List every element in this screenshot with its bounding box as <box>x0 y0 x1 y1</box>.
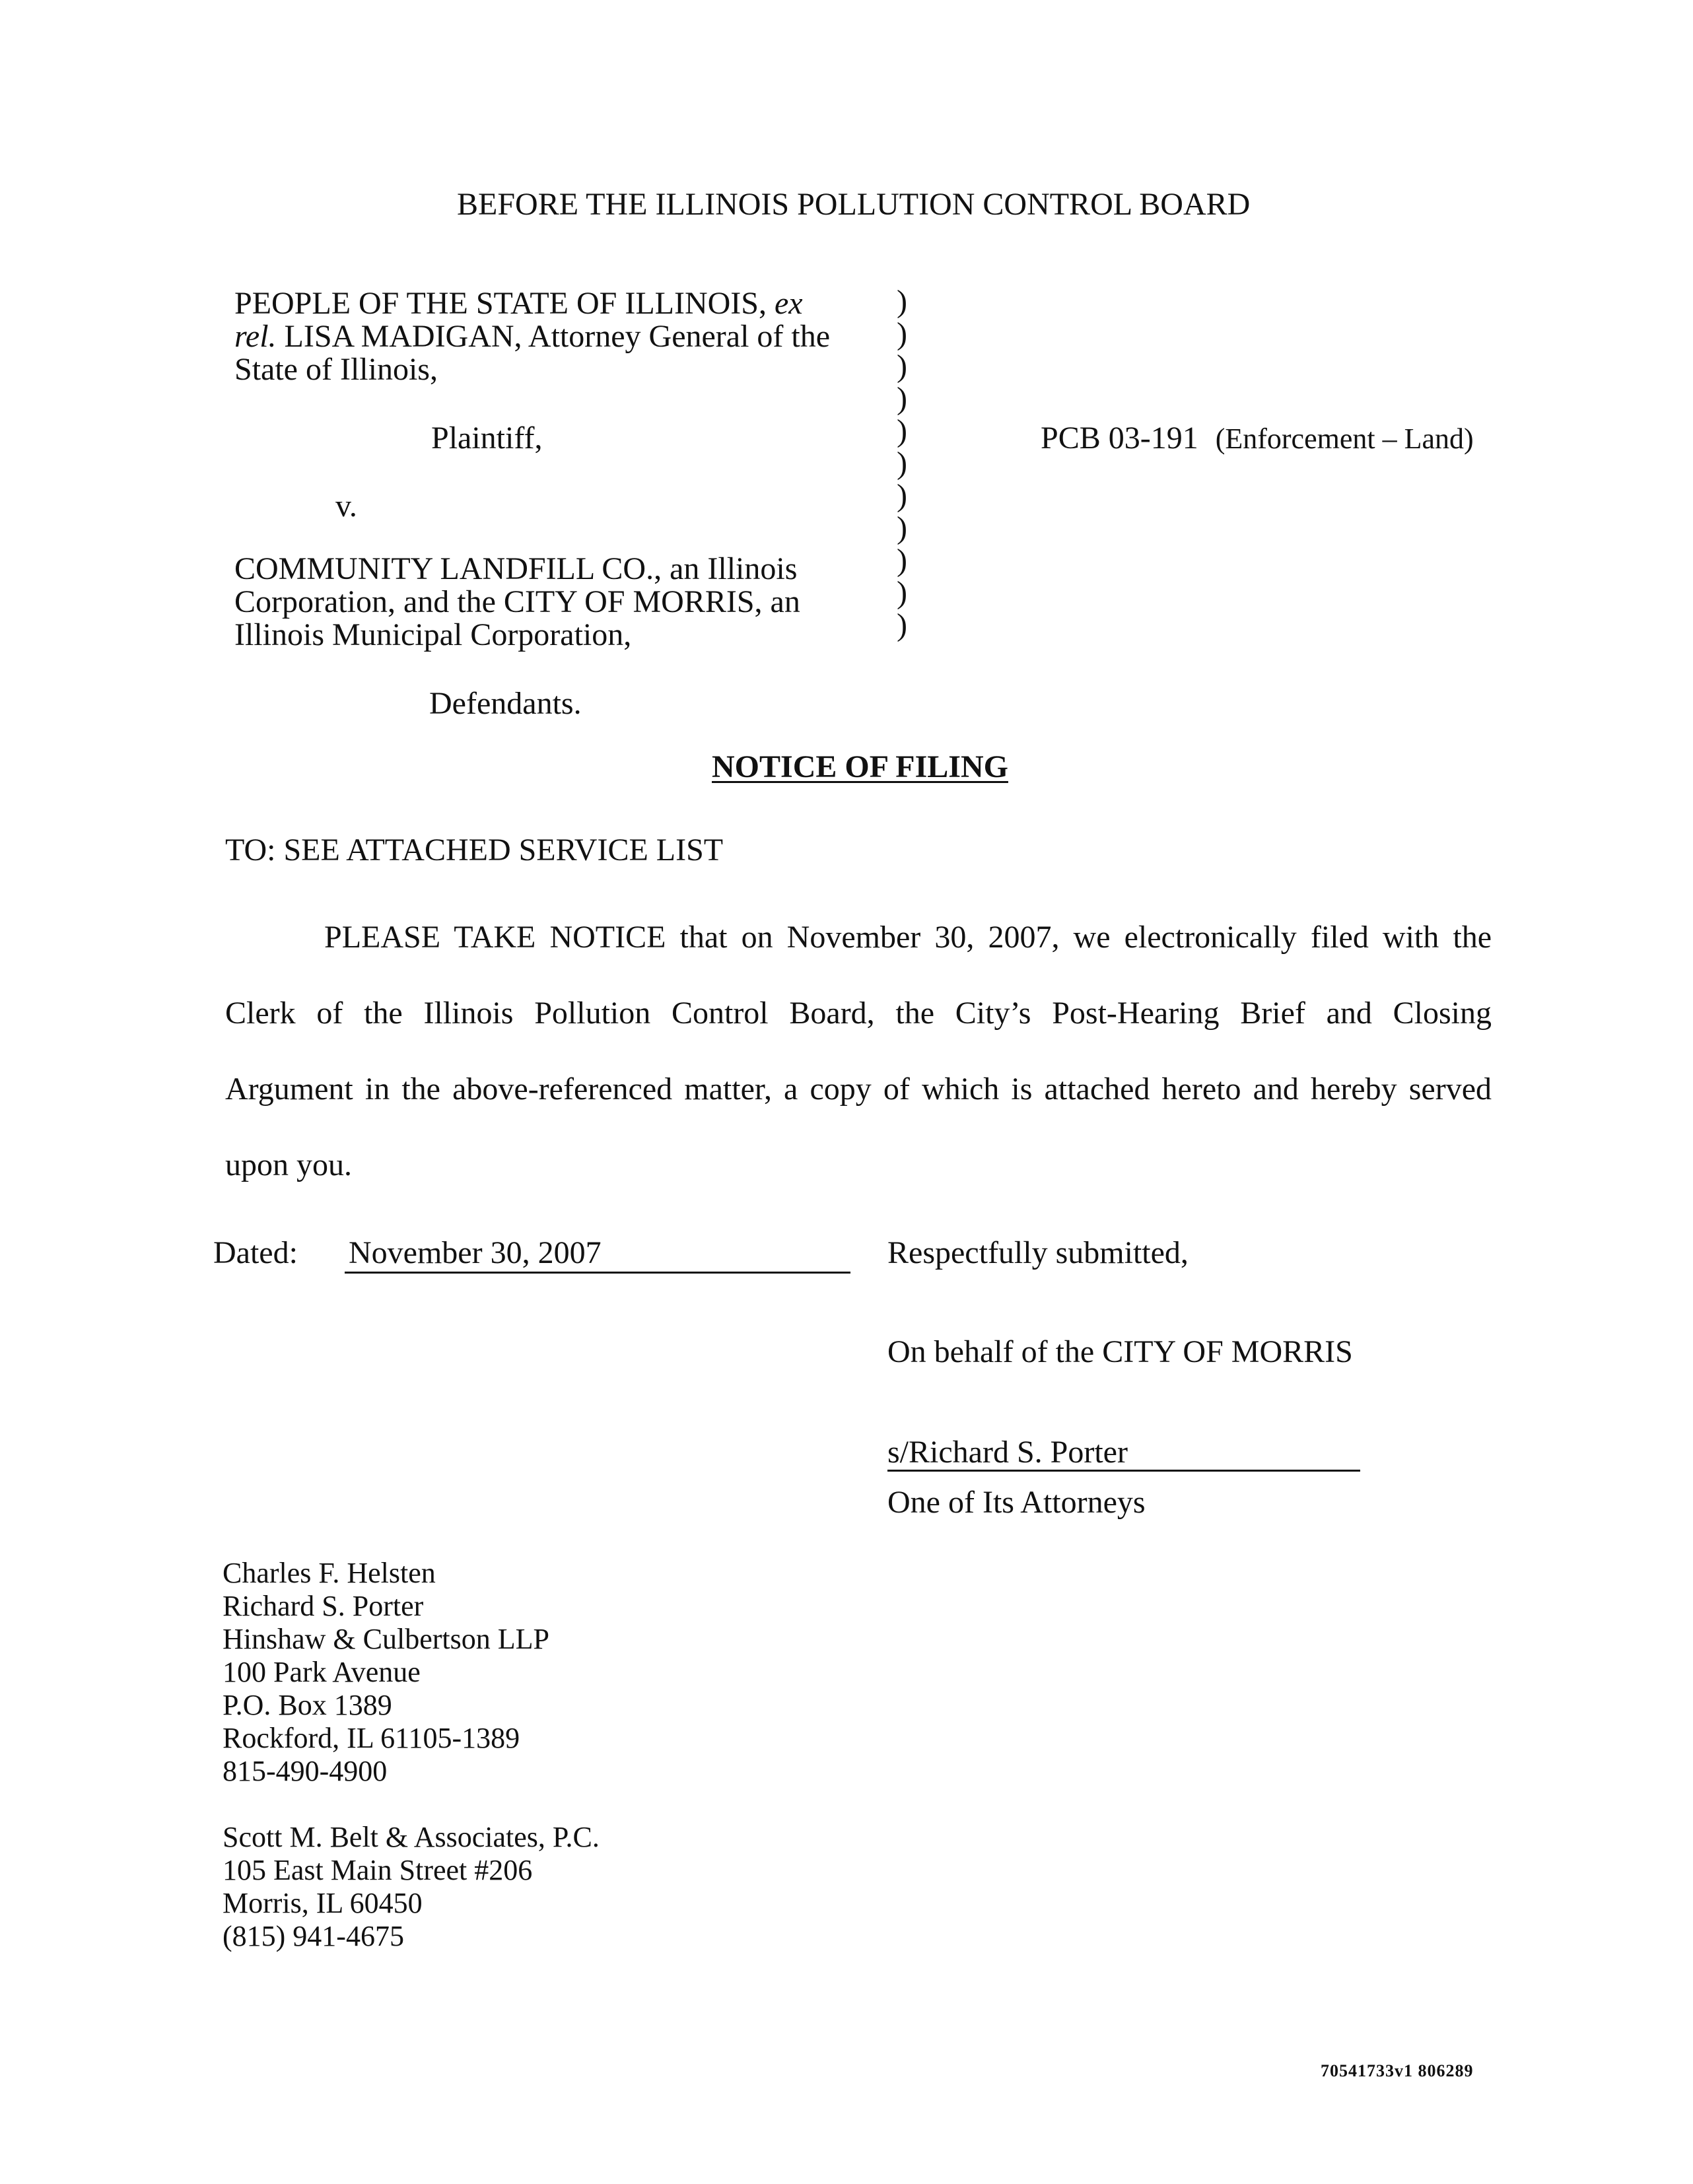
case-type: (Enforcement – Land) <box>1215 423 1474 455</box>
case-number <box>1041 423 1474 454</box>
body-line-2: Clerk of the Illinois Pollution Control Board, the City’s Post-Hearing Brief and Closing <box>225 996 1492 1031</box>
address-line: Morris, IL 60450 <box>223 1887 423 1919</box>
address-block-1 <box>223 1557 549 1788</box>
body-line-1: PLEASE TAKE NOTICE that on November 30, 2007, we electronically filed with the <box>324 920 1492 955</box>
plaintiff-line-2-text: LISA MADIGAN, Attorney General of the <box>284 319 831 354</box>
defendant-line-1: COMMUNITY LANDFILL CO., an Illinois <box>234 551 798 586</box>
body-line-4: upon you. <box>225 1147 352 1182</box>
defendant-line-3: Illinois Municipal Corporation, <box>234 617 632 652</box>
plaintiff-line-1-text: PEOPLE OF THE STATE OF ILLINOIS, <box>234 286 767 321</box>
address-block-2 <box>223 1821 600 1953</box>
caption-paren: ) <box>897 510 907 545</box>
caption-paren: ) <box>897 284 907 319</box>
page-title: BEFORE THE ILLINOIS POLLUTION CONTROL BOARD <box>457 187 1251 222</box>
on-behalf: On behalf of the CITY OF MORRIS <box>887 1334 1353 1369</box>
plaintiff-line-2-italic: rel. <box>234 319 277 354</box>
address-line: P.O. Box 1389 <box>223 1689 392 1721</box>
notice-title: NOTICE OF FILING <box>712 749 1008 784</box>
address-line: Richard S. Porter <box>223 1590 424 1622</box>
closing: Respectfully submitted, <box>887 1235 1189 1270</box>
caption-paren: ) <box>897 381 907 416</box>
defendant-role: Defendants. <box>429 686 582 721</box>
caption-paren: ) <box>897 607 907 642</box>
to-line: TO: SEE ATTACHED SERVICE LIST <box>225 833 724 868</box>
address-line: Scott M. Belt & Associates, P.C. <box>223 1821 600 1853</box>
document-id: 70541733v1 806289 <box>1321 2061 1474 2080</box>
address-line: 815-490-4900 <box>223 1755 388 1787</box>
plaintiff-line-2 <box>234 321 830 353</box>
versus: v. <box>335 489 357 524</box>
signer-title: One of Its Attorneys <box>887 1485 1146 1520</box>
address-line: Hinshaw & Culbertson LLP <box>223 1623 549 1655</box>
caption-paren: ) <box>897 446 907 481</box>
plaintiff-line-1-italic: ex <box>774 286 803 321</box>
dated-underline <box>345 1272 850 1274</box>
caption-paren: ) <box>897 413 907 448</box>
address-line: 105 East Main Street #206 <box>223 1854 533 1886</box>
body-line-3: Argument in the above-referenced matter, a copy of which is attached hereto and hereby served <box>225 1072 1492 1107</box>
address-line: 100 Park Avenue <box>223 1656 421 1688</box>
plaintiff-role: Plaintiff, <box>431 421 543 456</box>
dated-value: November 30, 2007 <box>349 1235 602 1270</box>
signer-signature: s/Richard S. Porter <box>887 1435 1128 1470</box>
address-line: (815) 941-4675 <box>223 1920 404 1952</box>
caption-parentheses <box>897 285 923 641</box>
plaintiff-line-3: State of Illinois, <box>234 352 438 387</box>
caption-paren: ) <box>897 543 907 578</box>
case-number-text: PCB 03-191 <box>1041 421 1198 456</box>
caption-paren: ) <box>897 478 907 513</box>
caption-paren: ) <box>897 316 907 351</box>
address-line: Charles F. Helsten <box>223 1557 436 1589</box>
plaintiff-line-1 <box>234 288 803 320</box>
caption-paren: ) <box>897 575 907 610</box>
dated-label: Dated: <box>213 1235 298 1270</box>
caption-paren: ) <box>897 349 907 384</box>
signature-underline <box>887 1470 1360 1472</box>
defendant-line-2: Corporation, and the CITY OF MORRIS, an <box>234 584 800 619</box>
address-line: Rockford, IL 61105-1389 <box>223 1722 520 1754</box>
